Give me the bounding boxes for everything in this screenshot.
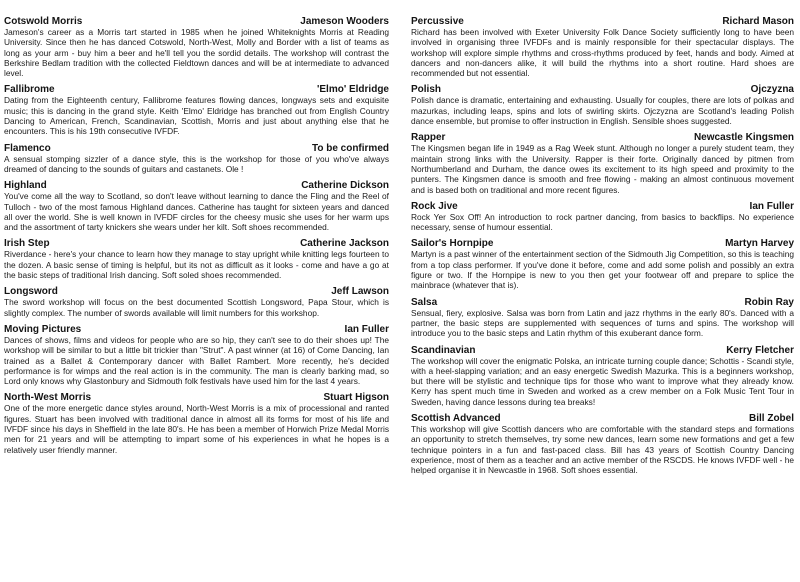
workshop-description: Martyn is a past winner of the entertainment section of the Sidmouth Jig Competition, so this is teaching from a top class performer. If you've done it before, come and add some polish and possibly an extra figure or two. If the Hornpipe is new to you then get your footwear off and prepare to splice the mainbrace (whatever that is). <box>411 249 794 291</box>
workshop-leader: Robin Ray <box>744 296 794 308</box>
workshop-description: Riverdance - here's your chance to learn how they manage to stay upright while knitting legs fourteen to the dozen. A basic sense of timing is helpful, but its not as difficult as it looks - come and have a go at the basic steps of traditional Irish dancing. Soft soled shoes recommended. <box>4 249 389 281</box>
workshop-leader: Richard Mason <box>722 16 794 27</box>
workshop-leader: Ian Fuller <box>749 200 794 212</box>
workshop-leader: 'Elmo' Eldridge <box>317 84 389 96</box>
workshop-leader: Stuart Higson <box>323 392 389 404</box>
workshop-entry <box>411 297 794 339</box>
workshop-title: Fallibrome <box>4 84 55 96</box>
workshop-title: Cotswold Morris <box>4 16 83 27</box>
workshop-title: Rock Jive <box>411 200 458 212</box>
workshop-leader: Kerry Fletcher <box>726 344 794 356</box>
workshop-header <box>411 201 794 212</box>
workshop-entry <box>4 16 389 78</box>
workshop-title: North-West Morris <box>4 392 92 404</box>
workshop-header <box>411 297 794 308</box>
workshop-entry <box>411 201 794 233</box>
workshop-title: Sailor's Hornpipe <box>411 238 494 250</box>
workshop-entry <box>411 16 794 78</box>
workshop-entry <box>4 324 389 386</box>
workshop-leader: Jameson Wooders <box>300 16 389 27</box>
workshop-header <box>4 84 389 95</box>
workshop-entry <box>4 143 389 175</box>
workshop-title: Flamenco <box>4 142 51 154</box>
workshop-description: This workshop will give Scottish dancers who are comfortable with the standard steps and formations an opportunity to stretch themselves, try some new dances, learn some new formations and get a few technique pointers in a fun and fast-paced class. Bill has 43 years of Scottish Country Dancing experience, most of them as a teacher and an active member of the RSCDS. He knows IVFDF well - he helped organise it in Newcastle in 1968. Soft shoes essential. <box>411 424 794 476</box>
workshop-description: The sword workshop will focus on the best documented Scottish Longsword, Papa Stour, which is slightly complex. The number of swords available will limit numbers for this workshop. <box>4 297 389 318</box>
workshop-header <box>411 16 794 27</box>
workshop-header <box>4 286 389 297</box>
workshop-description: Richard has been involved with Exeter University Folk Dance Society sufficiently long to have been involved in organising three IVFDFs and is mainly responsible for their spectacular displays. The workshop will explore simple rhythms and cross-rhythms produced by feet, hands and body. Aimed at dancers and non-dancers alike, it will build the rhythms into a short routine. Hard shoes are recommended but not essential. <box>411 27 794 79</box>
workshop-title: Salsa <box>411 296 438 308</box>
workshop-header <box>411 345 794 356</box>
workshop-leader: Bill Zobel <box>749 413 794 425</box>
workshop-description: A sensual stomping sizzler of a dance style, this is the workshop for those of you who've always dreamed of dancing to the sounds of guitars and castanets. Ole ! <box>4 153 389 174</box>
workshop-header <box>4 16 389 27</box>
workshop-entry <box>411 84 794 126</box>
workshop-header <box>4 324 389 335</box>
workshop-entry <box>4 238 389 280</box>
workshop-header <box>411 132 794 143</box>
workshop-entry <box>411 238 794 290</box>
workshop-entry <box>411 345 794 407</box>
workshop-description: The workshop will cover the enigmatic Polska, an intricate turning couple dance; Schottis - Scandi style, with a heel-slapping variation; and an easy energetic Swedish Mazurka. This is a beginners workshop, but there will be stylistic and technique tips for those who want to improve what they already know. Kerry has spent much time in Sweden and worked as a crew member on a Folk Music Tent Tour in Sweden, having dance lessons during tea breaks! <box>411 355 794 407</box>
workshop-description: One of the more energetic dance styles around, North-West Morris is a mix of processional and ranted figures. Stuart has been involved with traditional dance in almost all its forms for most of his life and IVFDF since his days in Sheffield in the late 80's. He has been a member of Horwich Prize Medal Morris men for 21 years and will be attempting to impart some of his experiences in what he hopes is a relatively user friendly manner. <box>4 403 389 455</box>
workshop-description: You've come all the way to Scotland, so don't leave without learning to dance the Fling and the Reel of Tulloch - two of the most famous Highland dances. Catherine has taught for sixteen years and danced all over the world. She is well known in IVFDF circles for the cheesy music she uses for her warm ups and the assortment of tarty knickers she wears under her kilt. Soft shoes recommended. <box>4 191 389 233</box>
workshop-description: Polish dance is dramatic, entertaining and exhausting. Usually for couples, there are lots of polkas and mazurkas, including leaps, spins and lots of swirling skirts. Ojczyzna are Scotland's leading Polish dance ensemble, but promise to offer instruction in English. Sensible shoes suggested. <box>411 95 794 127</box>
workshop-leader: Ojczyzna <box>750 84 794 96</box>
workshop-leader: To be confirmed <box>311 142 389 154</box>
workshop-header <box>4 143 389 154</box>
workshop-description: Jameson's career as a Morris tart started in 1985 when he joined Whiteknights Morris at Reading University. Since then he has danced Cotswold, North-West, Molly and Border with a list of teams as long as your arm - buy him a beer and he'll tell you the sordid details. The workshop will contrast the Berkshire Bedlam tradition with the collected Fieldtown dances and will be at intermediate to advanced level. <box>4 27 389 79</box>
workshop-description: Dances of shows, films and videos for people who are so hip, they can't see to do their shoes up! The workshop will be similar to but a little bit trickier than "Strut". A past winner (at 16) of Come Dancing, Ian trained as a Ballet & Contemporary dancer with Ballet Rambert. More recently, he's decided performance is for wimps and the real action is in the community. The man is clearly barking mad, so Lord only knows why Glastonbury and Sidmouth folk festivals have used him for the last 4 years. <box>4 334 389 387</box>
workshop-description: Sensual, fiery, explosive. Salsa was born from Latin and jazz rhythms in the early 80's. Danced with a partner, the basic steps are supplemented with sequences of turns and spins. The workshop will introduce you to the basic steps and Latin rhythm of this exuberant dance form. <box>411 307 794 339</box>
workshop-entry <box>4 180 389 232</box>
workshop-entry <box>411 132 794 194</box>
workshop-description: Dating from the Eighteenth century, Fallibrome features flowing dances, longways sets and exquisite music; this is dancing in the grand style. Keith 'Elmo' Eldridge has branched out from English Country Dancing to American, French, Scandinavian, Scottish, Morris and just about anything else that he encounters. This is his 19th consecutive IVFDF. <box>4 95 389 137</box>
workshop-leader: Martyn Harvey <box>725 238 794 250</box>
workshop-header <box>4 238 389 249</box>
workshop-title: Longsword <box>4 286 58 298</box>
workshop-leader: Newcastle Kingsmen <box>693 132 794 144</box>
workshop-description: Rock Yer Sox Off! An introduction to rock partner dancing, from basics to backflips. No experience necessary, sense of humour essential. <box>411 211 794 233</box>
workshop-header <box>4 180 389 191</box>
workshop-leader: Catherine Jackson <box>300 238 389 250</box>
workshop-title: Highland <box>4 180 47 192</box>
workshop-header <box>411 413 794 424</box>
workshop-header <box>4 392 389 403</box>
workshop-title: Scandinavian <box>411 344 476 356</box>
workshop-leader: Catherine Dickson <box>301 180 389 192</box>
workshop-entry <box>4 286 389 318</box>
workshop-entry <box>4 392 389 454</box>
workshop-title: Irish Step <box>4 238 50 250</box>
workshop-leader: Jeff Lawson <box>331 286 389 298</box>
workshop-leader: Ian Fuller <box>344 323 389 335</box>
workshop-title: Percussive <box>411 16 464 27</box>
workshop-entry <box>4 84 389 136</box>
workshop-header <box>411 84 794 95</box>
workshop-title: Moving Pictures <box>4 323 82 335</box>
left-column <box>4 16 389 461</box>
workshop-title: Scottish Advanced <box>411 413 501 425</box>
workshop-entry <box>411 413 794 475</box>
workshop-title: Rapper <box>411 132 446 144</box>
workshop-title: Polish <box>411 84 442 96</box>
right-column <box>411 16 794 482</box>
workshop-description: The Kingsmen began life in 1949 as a Rag Week stunt. Although no longer a purely student team, they maintain strong links with the University. Rapper is their forte. Originally danced by pitmen from Northumberland and Durham, the dance owes its excitement to its high speed and proximity to the punters. The Kingsmen dance is smooth and free flowing - making an almost continuous movement and is based both on traditional and more recent figures. <box>411 143 794 195</box>
workshop-header <box>411 238 794 249</box>
